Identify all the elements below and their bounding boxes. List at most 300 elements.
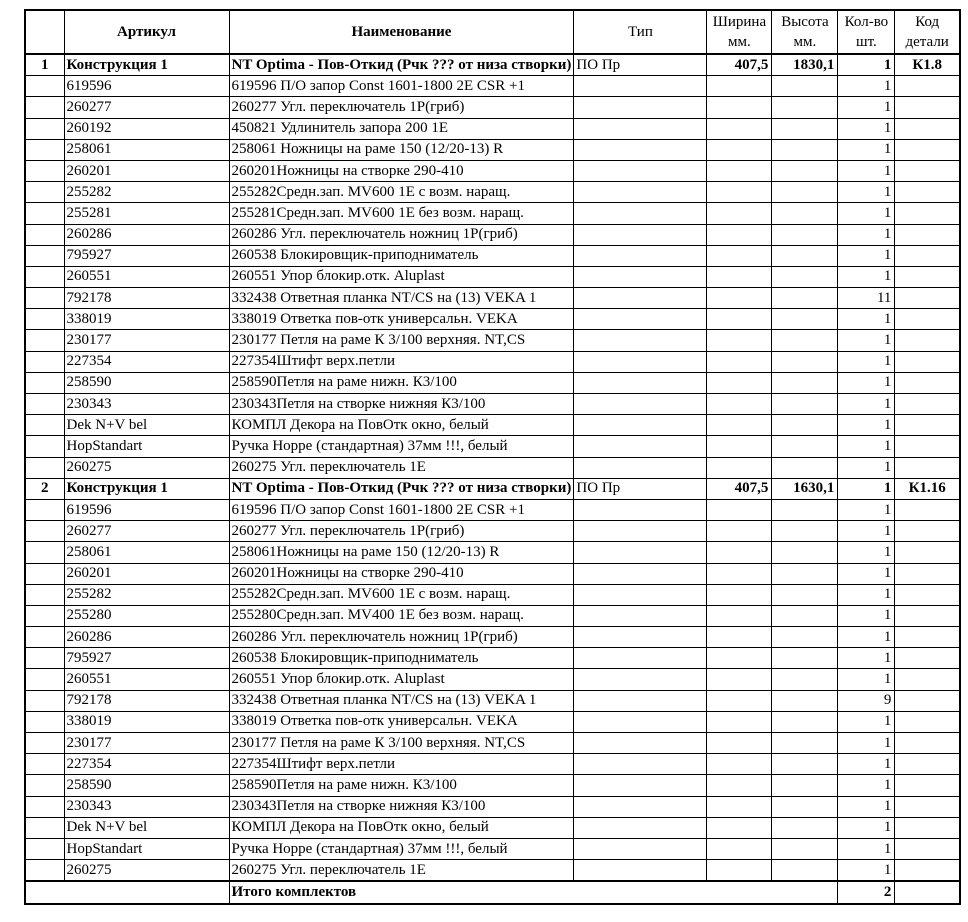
row-type bbox=[574, 754, 707, 775]
construction-row bbox=[25, 54, 960, 76]
row-number bbox=[25, 245, 64, 266]
row-name: 258590Петля на раме нижн. К3/100 bbox=[229, 372, 574, 393]
row-article: Dek N+V bel bbox=[64, 415, 229, 436]
row-article: 260551 bbox=[64, 669, 229, 690]
row-height bbox=[772, 394, 838, 415]
row-number bbox=[25, 860, 64, 882]
row-name: 258061Ножницы на раме 150 (12/20-13) R bbox=[229, 542, 574, 563]
row-height bbox=[772, 775, 838, 796]
table-row bbox=[25, 542, 960, 563]
row-number bbox=[25, 76, 64, 97]
row-code bbox=[895, 457, 960, 478]
row-article: 260551 bbox=[64, 266, 229, 287]
row-width bbox=[707, 97, 772, 118]
row-code bbox=[895, 838, 960, 859]
row-qty: 9 bbox=[838, 690, 895, 711]
row-number bbox=[25, 838, 64, 859]
table-row bbox=[25, 394, 960, 415]
construction-type: ПО Пр bbox=[574, 54, 707, 76]
row-article: 260275 bbox=[64, 860, 229, 882]
row-type bbox=[574, 521, 707, 542]
row-width bbox=[707, 330, 772, 351]
row-width bbox=[707, 224, 772, 245]
row-name: 332438 Ответная планка NT/CS на (13) VEKA 1 bbox=[229, 690, 574, 711]
row-qty: 1 bbox=[838, 351, 895, 372]
row-width bbox=[707, 394, 772, 415]
row-article: 260286 bbox=[64, 627, 229, 648]
row-type bbox=[574, 457, 707, 478]
row-width bbox=[707, 775, 772, 796]
row-qty: 1 bbox=[838, 796, 895, 817]
table-row bbox=[25, 669, 960, 690]
row-code bbox=[895, 860, 960, 882]
table-row bbox=[25, 733, 960, 754]
row-name: 619596 П/О запор Const 1601-1800 2E CSR +1 bbox=[229, 76, 574, 97]
row-number bbox=[25, 542, 64, 563]
row-width bbox=[707, 796, 772, 817]
row-article: 258061 bbox=[64, 139, 229, 160]
row-number bbox=[25, 203, 64, 224]
row-height bbox=[772, 203, 838, 224]
row-width bbox=[707, 457, 772, 478]
row-qty: 1 bbox=[838, 627, 895, 648]
construction-number: 1 bbox=[25, 54, 64, 76]
table-row bbox=[25, 563, 960, 584]
table-row bbox=[25, 690, 960, 711]
row-article: 260201 bbox=[64, 160, 229, 181]
row-number bbox=[25, 457, 64, 478]
row-qty: 1 bbox=[838, 160, 895, 181]
table-row bbox=[25, 288, 960, 309]
row-name: КОМПЛ Декора на ПовОтк окно, белый bbox=[229, 415, 574, 436]
table-row bbox=[25, 796, 960, 817]
row-name: 230177 Петля на раме К 3/100 верхняя. NT,CS bbox=[229, 330, 574, 351]
row-width bbox=[707, 733, 772, 754]
row-number bbox=[25, 563, 64, 584]
row-code bbox=[895, 351, 960, 372]
row-qty: 1 bbox=[838, 563, 895, 584]
row-qty: 1 bbox=[838, 118, 895, 139]
row-code bbox=[895, 182, 960, 203]
row-type bbox=[574, 648, 707, 669]
row-article: 260275 bbox=[64, 457, 229, 478]
row-number bbox=[25, 669, 64, 690]
row-height bbox=[772, 245, 838, 266]
row-qty: 1 bbox=[838, 860, 895, 882]
row-qty: 1 bbox=[838, 457, 895, 478]
header-row bbox=[25, 10, 960, 54]
row-qty: 1 bbox=[838, 436, 895, 457]
row-number bbox=[25, 224, 64, 245]
row-height bbox=[772, 817, 838, 838]
row-type bbox=[574, 796, 707, 817]
table-row bbox=[25, 309, 960, 330]
row-code bbox=[895, 521, 960, 542]
row-number bbox=[25, 118, 64, 139]
header-name: Наименование bbox=[229, 10, 574, 54]
row-code bbox=[895, 627, 960, 648]
row-article: 255282 bbox=[64, 584, 229, 605]
table-row bbox=[25, 775, 960, 796]
row-height bbox=[772, 627, 838, 648]
row-article: 795927 bbox=[64, 245, 229, 266]
row-type bbox=[574, 542, 707, 563]
row-qty: 1 bbox=[838, 203, 895, 224]
row-article: 792178 bbox=[64, 288, 229, 309]
row-name: 260201Ножницы на створке 290-410 bbox=[229, 563, 574, 584]
row-qty: 1 bbox=[838, 97, 895, 118]
row-code bbox=[895, 330, 960, 351]
table-row bbox=[25, 97, 960, 118]
row-height bbox=[772, 436, 838, 457]
row-height bbox=[772, 139, 838, 160]
row-code bbox=[895, 118, 960, 139]
header-code: Код детали bbox=[895, 10, 960, 54]
header-width: Ширина мм. bbox=[707, 10, 772, 54]
row-code bbox=[895, 436, 960, 457]
row-qty: 1 bbox=[838, 499, 895, 520]
row-type bbox=[574, 372, 707, 393]
row-type bbox=[574, 605, 707, 626]
row-qty: 1 bbox=[838, 669, 895, 690]
row-code bbox=[895, 499, 960, 520]
row-code bbox=[895, 605, 960, 626]
row-qty: 1 bbox=[838, 584, 895, 605]
row-name: 338019 Ответка пов-отк универсальн. VEKA bbox=[229, 711, 574, 732]
table-row bbox=[25, 860, 960, 882]
table-row bbox=[25, 224, 960, 245]
row-width bbox=[707, 838, 772, 859]
row-type bbox=[574, 838, 707, 859]
row-type bbox=[574, 415, 707, 436]
row-code bbox=[895, 372, 960, 393]
row-article: 795927 bbox=[64, 648, 229, 669]
row-height bbox=[772, 76, 838, 97]
row-type bbox=[574, 118, 707, 139]
table-row bbox=[25, 245, 960, 266]
row-width bbox=[707, 372, 772, 393]
row-qty: 1 bbox=[838, 309, 895, 330]
table-row bbox=[25, 457, 960, 478]
row-name: 260551 Упор блокир.отк. Aluplast bbox=[229, 669, 574, 690]
header-qty: Кол-во шт. bbox=[838, 10, 895, 54]
row-number bbox=[25, 584, 64, 605]
row-article: 260192 bbox=[64, 118, 229, 139]
row-name: Ручка Hoppe (стандартная) 37мм !!!, белый bbox=[229, 838, 574, 859]
row-width bbox=[707, 351, 772, 372]
row-name: 255280Средн.зап. MV400 1Е без возм. наращ. bbox=[229, 605, 574, 626]
row-code bbox=[895, 648, 960, 669]
row-code bbox=[895, 796, 960, 817]
table-row bbox=[25, 584, 960, 605]
construction-type: ПО Пр bbox=[574, 478, 707, 499]
row-name: 255281Средн.зап. MV600 1Е без возм. наращ. bbox=[229, 203, 574, 224]
table-row bbox=[25, 351, 960, 372]
row-width bbox=[707, 203, 772, 224]
row-number bbox=[25, 266, 64, 287]
construction-article: Конструкция 1 bbox=[64, 54, 229, 76]
row-type bbox=[574, 499, 707, 520]
row-number bbox=[25, 288, 64, 309]
row-width bbox=[707, 669, 772, 690]
row-number bbox=[25, 394, 64, 415]
row-name: 260275 Угл. переключатель 1Е bbox=[229, 457, 574, 478]
row-type bbox=[574, 309, 707, 330]
row-width bbox=[707, 648, 772, 669]
row-code bbox=[895, 203, 960, 224]
row-name: 230343Петля на створке нижняя К3/100 bbox=[229, 394, 574, 415]
row-width bbox=[707, 627, 772, 648]
row-article: 260201 bbox=[64, 563, 229, 584]
row-code bbox=[895, 224, 960, 245]
table-row bbox=[25, 203, 960, 224]
row-code bbox=[895, 245, 960, 266]
table-row bbox=[25, 372, 960, 393]
row-type bbox=[574, 182, 707, 203]
table-row bbox=[25, 139, 960, 160]
table-row bbox=[25, 118, 960, 139]
row-type bbox=[574, 669, 707, 690]
row-name: 255282Средн.зап. MV600 1Е с возм. наращ. bbox=[229, 584, 574, 605]
row-name: 450821 Удлинитель запора 200 1Е bbox=[229, 118, 574, 139]
row-code bbox=[895, 754, 960, 775]
row-height bbox=[772, 563, 838, 584]
row-name: КОМПЛ Декора на ПовОтк окно, белый bbox=[229, 817, 574, 838]
total-code bbox=[895, 881, 960, 903]
construction-name: NT Optima - Пов-Откид (Рчк ??? от низа створки) bbox=[229, 54, 574, 76]
row-type bbox=[574, 266, 707, 287]
row-article: HopStandart bbox=[64, 436, 229, 457]
row-qty: 1 bbox=[838, 754, 895, 775]
row-name: 260275 Угл. переключатель 1Е bbox=[229, 860, 574, 882]
row-number bbox=[25, 605, 64, 626]
construction-number: 2 bbox=[25, 478, 64, 499]
row-article: 255280 bbox=[64, 605, 229, 626]
row-code bbox=[895, 266, 960, 287]
row-article: 338019 bbox=[64, 711, 229, 732]
row-qty: 1 bbox=[838, 605, 895, 626]
row-code bbox=[895, 669, 960, 690]
construction-article: Конструкция 1 bbox=[64, 478, 229, 499]
row-type bbox=[574, 775, 707, 796]
row-height bbox=[772, 309, 838, 330]
row-code bbox=[895, 542, 960, 563]
row-qty: 1 bbox=[838, 542, 895, 563]
row-article: 619596 bbox=[64, 76, 229, 97]
row-width bbox=[707, 415, 772, 436]
row-height bbox=[772, 690, 838, 711]
table-row bbox=[25, 711, 960, 732]
row-number bbox=[25, 521, 64, 542]
row-article: 338019 bbox=[64, 309, 229, 330]
total-row bbox=[25, 881, 960, 903]
row-number bbox=[25, 309, 64, 330]
row-qty: 1 bbox=[838, 330, 895, 351]
row-qty: 1 bbox=[838, 139, 895, 160]
row-height bbox=[772, 118, 838, 139]
row-number bbox=[25, 754, 64, 775]
row-height bbox=[772, 351, 838, 372]
table-row bbox=[25, 754, 960, 775]
row-height bbox=[772, 499, 838, 520]
row-article: 255281 bbox=[64, 203, 229, 224]
construction-code: К1.16 bbox=[895, 478, 960, 499]
table-row bbox=[25, 76, 960, 97]
row-width bbox=[707, 542, 772, 563]
row-code bbox=[895, 160, 960, 181]
row-article: 230177 bbox=[64, 330, 229, 351]
row-qty: 11 bbox=[838, 288, 895, 309]
construction-qty: 1 bbox=[838, 54, 895, 76]
row-height bbox=[772, 288, 838, 309]
row-name: 338019 Ответка пов-отк универсальн. VEKA bbox=[229, 309, 574, 330]
header-article: Артикул bbox=[64, 10, 229, 54]
table-row bbox=[25, 499, 960, 520]
row-type bbox=[574, 160, 707, 181]
construction-height: 1830,1 bbox=[772, 54, 838, 76]
construction-height: 1630,1 bbox=[772, 478, 838, 499]
row-number bbox=[25, 733, 64, 754]
row-width bbox=[707, 499, 772, 520]
row-type bbox=[574, 245, 707, 266]
row-type bbox=[574, 690, 707, 711]
row-height bbox=[772, 160, 838, 181]
row-name: 332438 Ответная планка NT/CS на (13) VEKA 1 bbox=[229, 288, 574, 309]
row-height bbox=[772, 669, 838, 690]
row-number bbox=[25, 160, 64, 181]
row-type bbox=[574, 627, 707, 648]
row-code bbox=[895, 288, 960, 309]
row-width bbox=[707, 266, 772, 287]
row-number bbox=[25, 796, 64, 817]
row-width bbox=[707, 139, 772, 160]
table-row bbox=[25, 330, 960, 351]
row-qty: 1 bbox=[838, 266, 895, 287]
row-height bbox=[772, 415, 838, 436]
row-number bbox=[25, 711, 64, 732]
row-type bbox=[574, 436, 707, 457]
row-article: HopStandart bbox=[64, 838, 229, 859]
row-width bbox=[707, 76, 772, 97]
table-row bbox=[25, 160, 960, 181]
table-row bbox=[25, 627, 960, 648]
row-qty: 1 bbox=[838, 817, 895, 838]
header-number bbox=[25, 10, 64, 54]
row-article: 230343 bbox=[64, 394, 229, 415]
row-code bbox=[895, 394, 960, 415]
row-type bbox=[574, 330, 707, 351]
row-name: 260538 Блокировщик-приподниматель bbox=[229, 648, 574, 669]
row-type bbox=[574, 733, 707, 754]
row-type bbox=[574, 288, 707, 309]
row-height bbox=[772, 266, 838, 287]
row-height bbox=[772, 605, 838, 626]
row-name: 227354Штифт верх.петли bbox=[229, 351, 574, 372]
row-qty: 1 bbox=[838, 521, 895, 542]
row-height bbox=[772, 711, 838, 732]
row-number bbox=[25, 499, 64, 520]
row-height bbox=[772, 372, 838, 393]
row-width bbox=[707, 690, 772, 711]
row-height bbox=[772, 542, 838, 563]
row-width bbox=[707, 754, 772, 775]
table-row bbox=[25, 415, 960, 436]
row-type bbox=[574, 563, 707, 584]
row-qty: 1 bbox=[838, 415, 895, 436]
row-code bbox=[895, 415, 960, 436]
row-code bbox=[895, 563, 960, 584]
row-width bbox=[707, 605, 772, 626]
row-code bbox=[895, 139, 960, 160]
row-article: 255282 bbox=[64, 182, 229, 203]
row-code bbox=[895, 309, 960, 330]
construction-row bbox=[25, 478, 960, 499]
row-name: 260538 Блокировщик-приподниматель bbox=[229, 245, 574, 266]
row-qty: 1 bbox=[838, 394, 895, 415]
row-type bbox=[574, 860, 707, 882]
row-number bbox=[25, 97, 64, 118]
row-code bbox=[895, 775, 960, 796]
row-type bbox=[574, 139, 707, 160]
row-number bbox=[25, 775, 64, 796]
row-number bbox=[25, 817, 64, 838]
header-height: Высота мм. bbox=[772, 10, 838, 54]
row-width bbox=[707, 160, 772, 181]
row-number bbox=[25, 627, 64, 648]
table-row bbox=[25, 648, 960, 669]
row-code bbox=[895, 733, 960, 754]
row-number bbox=[25, 415, 64, 436]
row-article: 230177 bbox=[64, 733, 229, 754]
row-number bbox=[25, 372, 64, 393]
row-height bbox=[772, 97, 838, 118]
construction-qty: 1 bbox=[838, 478, 895, 499]
row-qty: 1 bbox=[838, 711, 895, 732]
table-row bbox=[25, 605, 960, 626]
row-width bbox=[707, 817, 772, 838]
row-name: 227354Штифт верх.петли bbox=[229, 754, 574, 775]
row-qty: 1 bbox=[838, 245, 895, 266]
row-height bbox=[772, 330, 838, 351]
row-height bbox=[772, 648, 838, 669]
table-row bbox=[25, 266, 960, 287]
row-qty: 1 bbox=[838, 182, 895, 203]
row-name: 260201Ножницы на створке 290-410 bbox=[229, 160, 574, 181]
row-qty: 1 bbox=[838, 76, 895, 97]
row-height bbox=[772, 796, 838, 817]
row-code bbox=[895, 711, 960, 732]
row-type bbox=[574, 394, 707, 415]
total-qty: 2 bbox=[838, 881, 895, 903]
row-height bbox=[772, 182, 838, 203]
total-spacer bbox=[25, 881, 229, 903]
total-label: Итого комплектов bbox=[229, 881, 838, 903]
row-number bbox=[25, 436, 64, 457]
row-width bbox=[707, 288, 772, 309]
row-article: 227354 bbox=[64, 351, 229, 372]
row-name: 260277 Угл. переключатель 1Р(гриб) bbox=[229, 521, 574, 542]
row-height bbox=[772, 584, 838, 605]
row-type bbox=[574, 97, 707, 118]
row-type bbox=[574, 817, 707, 838]
row-code bbox=[895, 817, 960, 838]
row-name: 260277 Угл. переключатель 1Р(гриб) bbox=[229, 97, 574, 118]
table-body bbox=[25, 54, 960, 904]
row-name: 255282Средн.зап. MV600 1Е с возм. наращ. bbox=[229, 182, 574, 203]
row-name: 260286 Угл. переключатель ножниц 1Р(гриб) bbox=[229, 627, 574, 648]
row-article: 619596 bbox=[64, 499, 229, 520]
row-code bbox=[895, 584, 960, 605]
